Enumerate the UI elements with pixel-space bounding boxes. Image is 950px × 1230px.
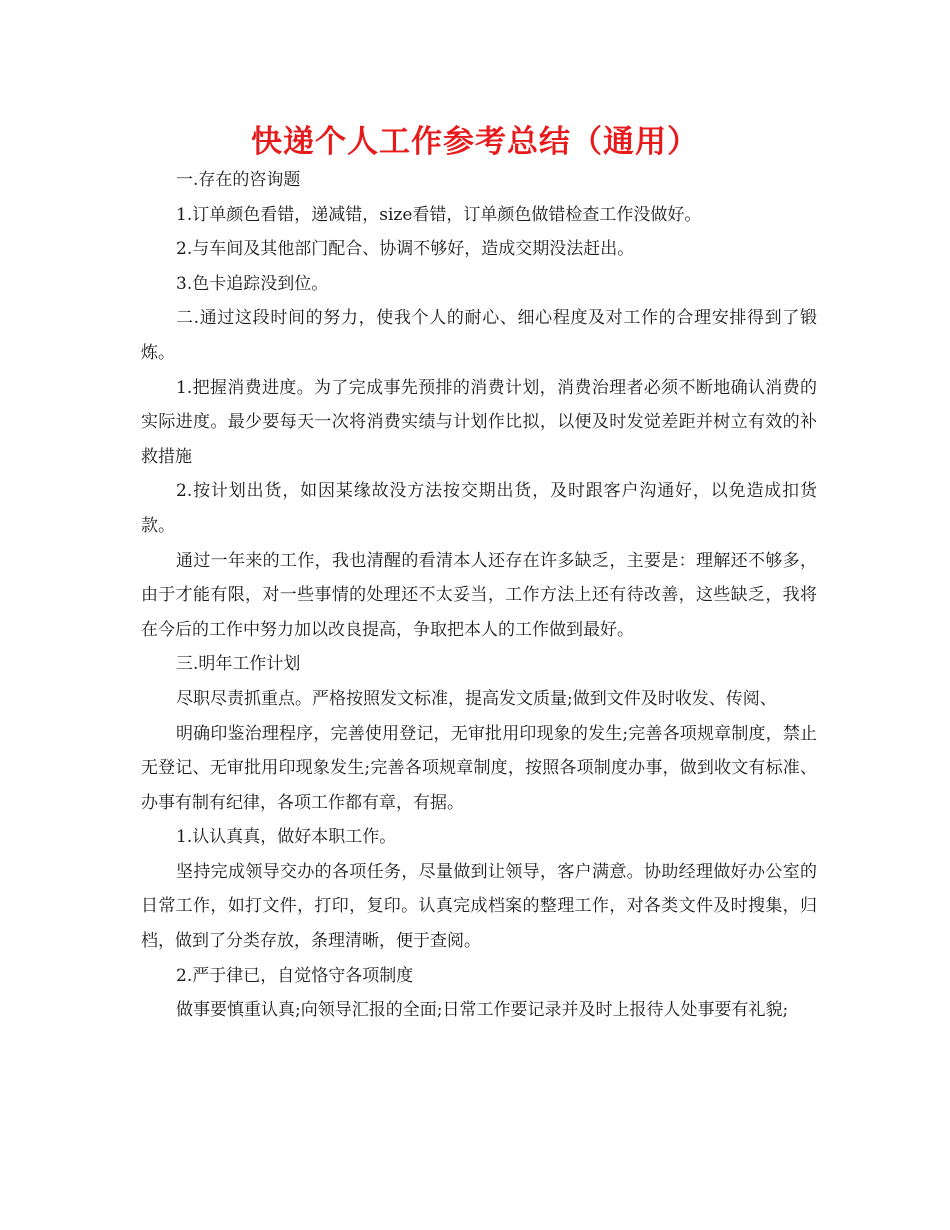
paragraph-section-2-heading: 二.通过这段时间的努力，使我个人的耐心、细心程度及对工作的合理安排得到了锻炼。 (141, 308, 817, 363)
paragraph: 1.把握消费进度。为了完成事先预排的消费计划，消费治理者必须不断地确认消费的实际进度。最少要每天一次将消费实绩与计划作比拟，以便及时发觉差距并树立有效的补救措施 (141, 377, 817, 467)
paragraph: 尽职尽责抓重点。严格按照发文标准，提高发文质量;做到文件及时收发、传阅、 (176, 688, 777, 709)
paragraph: 通过一年来的工作，我也清醒的看清本人还存在许多缺乏，主要是：理解还不够多，由于才能有限，对一些事情的处理还不太妥当，工作方法上还有待改善，这些缺乏，我将在今后的工作中努力加以改良提高，争取把本人的工作做到最好。 (141, 550, 817, 640)
paragraph: 3.色卡追踪没到位。 (176, 273, 329, 294)
document-body (141, 163, 817, 1028)
paragraph: 1.认认真真，做好本职工作。 (176, 827, 397, 848)
document-title: 快递个人工作参考总结（通用） (251, 124, 699, 160)
paragraph-section-3-heading: 三.明年工作计划 (176, 654, 301, 675)
paragraph: 明确印鉴治理程序，完善使用登记，无审批用印现象的发生;完善各项规章制度，禁止无登记、无审批用印现象发生;完善各项规章制度，按照各项制度办事，做到收文有标准、办事有制有纪律，各项工作都有章，有据。 (141, 723, 817, 813)
paragraph-section-1-heading: 一.存在的咨询题 (176, 170, 301, 190)
paragraph: 2.严于律已，自觉恪守各项制度 (176, 965, 414, 986)
paragraph: 做事要慎重认真;向领导汇报的全面;日常工作要记录并及时上报待人处事要有礼貌; (176, 1000, 789, 1021)
paragraph: 2.与车间及其他部门配合、协调不够好，造成交期没法赶出。 (176, 239, 635, 260)
paragraph: 1.订单颜色看错，递减错，size看错，订单颜色做错检查工作没做好。 (176, 204, 702, 225)
paragraph: 2.按计划出货，如因某缘故没方法按交期出货，及时跟客户沟通好，以免造成扣货款。 (141, 481, 817, 536)
paragraph: 坚持完成领导交办的各项任务，尽量做到让领导，客户满意。协助经理做好办公室的日常工作，如打文件，打印，复印。认真完成档案的整理工作，对各类文件及时搜集，归档，做到了分类存放，条理清晰，便于查阅。 (141, 861, 817, 952)
